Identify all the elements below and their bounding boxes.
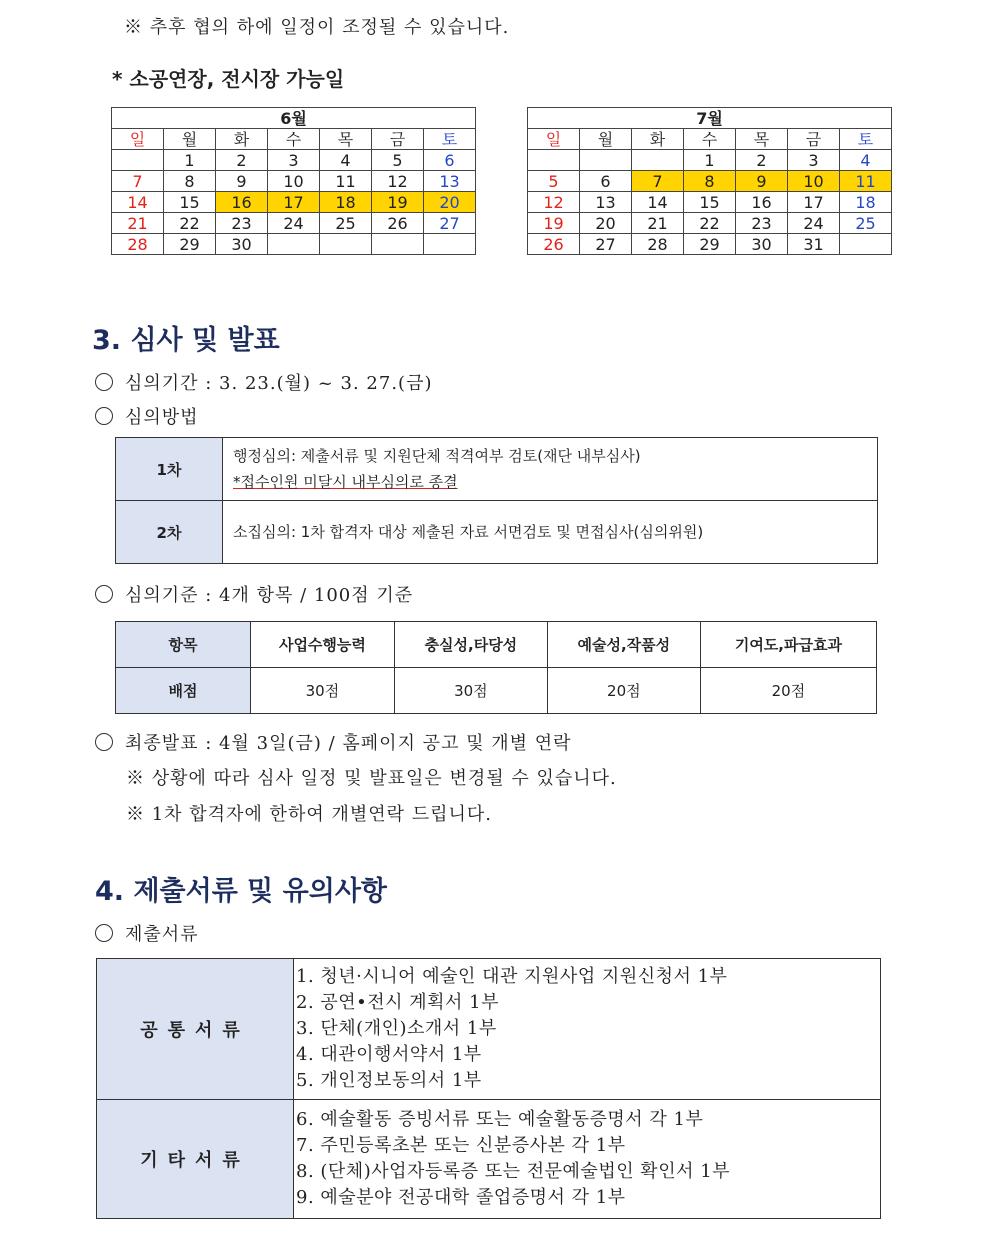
calendar-day: 13 — [580, 192, 632, 213]
review-criteria: 심의기준 : 4개 항목 / 100점 기준 — [95, 581, 413, 607]
calendar-day: 24 — [268, 213, 320, 234]
calendar-day — [112, 150, 164, 171]
calendar-day: 12 — [372, 171, 424, 192]
calendar-day: 31 — [788, 234, 840, 255]
calendar-day — [840, 234, 892, 255]
calendar-day: 9 — [216, 171, 268, 192]
calendar-day: 4 — [840, 150, 892, 171]
june-calendar-title: 6월 — [112, 108, 476, 129]
calendar-day: 3 — [788, 150, 840, 171]
schedule-adjust-note: ※ 추후 협의 하에 일정이 조정될 수 있습니다. — [124, 17, 510, 38]
june-week-row — [112, 192, 476, 213]
calendar-day: 27 — [580, 234, 632, 255]
weekday-header: 수 — [268, 129, 320, 150]
calendar-day: 8 — [684, 171, 736, 192]
other-docs-label: 기타서류 — [97, 1100, 294, 1219]
final-announcement: 최종발표 : 4월 3일(금) / 홈페이지 공고 및 개별 연락 — [95, 729, 572, 755]
other-docs-list — [294, 1100, 881, 1219]
calendar-day — [372, 234, 424, 255]
calendar-day: 20 — [580, 213, 632, 234]
submit-docs-label: 제출서류 — [95, 920, 199, 946]
criteria-score-cell: 20점 — [547, 668, 700, 714]
weekday-header: 목 — [736, 129, 788, 150]
calendar-day: 15 — [684, 192, 736, 213]
weekday-header: 수 — [684, 129, 736, 150]
criteria-header-cell: 항목 — [116, 622, 251, 668]
calendar-day: 6 — [424, 150, 476, 171]
criteria-header-row — [116, 622, 877, 668]
weekday-header: 금 — [372, 129, 424, 150]
section4-heading: 4. 제출서류 및 유의사항 — [95, 876, 387, 907]
calendar-day: 30 — [216, 234, 268, 255]
july-week-row — [528, 192, 892, 213]
june-week-row — [112, 150, 476, 171]
weekday-header: 일 — [528, 129, 580, 150]
doc-item: 1. 청년·시니어 예술인 대관 지원사업 지원신청서 1부 — [296, 966, 728, 987]
criteria-header-cell: 예술성,작품성 — [547, 622, 700, 668]
june-weekday-row — [112, 129, 476, 150]
common-docs-list — [294, 959, 881, 1100]
calendar-day: 14 — [632, 192, 684, 213]
review-method-label: 심의방법 — [95, 403, 199, 429]
june-week-row — [112, 171, 476, 192]
schedule-change-note: ※ 상황에 따라 심사 일정 및 발표일은 변경될 수 있습니다. — [126, 768, 617, 789]
calendar-day: 3 — [268, 150, 320, 171]
calendar-day: 27 — [424, 213, 476, 234]
calendar-day: 28 — [112, 234, 164, 255]
calendar-day: 11 — [320, 171, 372, 192]
calendar-day — [424, 234, 476, 255]
june-week-row — [112, 234, 476, 255]
criteria-score-cell: 30점 — [394, 668, 547, 714]
july-calendar — [527, 107, 892, 255]
calendar-day: 10 — [788, 171, 840, 192]
calendar-day: 8 — [164, 171, 216, 192]
calendar-day: 23 — [216, 213, 268, 234]
review-period: 심의기간 : 3. 23.(월) ~ 3. 27.(금) — [95, 369, 433, 395]
criteria-table — [115, 621, 877, 714]
calendar-day: 12 — [528, 192, 580, 213]
calendar-day: 29 — [164, 234, 216, 255]
calendar-day: 7 — [112, 171, 164, 192]
calendar-day: 25 — [320, 213, 372, 234]
calendar-day: 20 — [424, 192, 476, 213]
calendar-day: 28 — [632, 234, 684, 255]
second-round-desc: 소집심의: 1차 합격자 대상 제출된 자료 서면검토 및 면접심사(심의위원) — [223, 501, 878, 564]
calendar-day: 15 — [164, 192, 216, 213]
calendar-day — [268, 234, 320, 255]
july-week-row — [528, 234, 892, 255]
weekday-header: 금 — [788, 129, 840, 150]
criteria-header-cell: 기여도,파급효과 — [700, 622, 876, 668]
calendar-day: 2 — [736, 150, 788, 171]
criteria-header-cell: 충실성,타당성 — [394, 622, 547, 668]
doc-item: 8. (단체)사업자등록증 또는 전문예술법인 확인서 1부 — [296, 1161, 731, 1182]
first-round-footnote: *접수인원 미달시 내부심의로 종결 — [233, 473, 458, 491]
doc-item: 6. 예술활동 증빙서류 또는 예술활동증명서 각 1부 — [296, 1109, 704, 1130]
calendar-day: 26 — [528, 234, 580, 255]
calendar-day: 19 — [372, 192, 424, 213]
doc-item: 7. 주민등록초본 또는 신분증사본 각 1부 — [296, 1135, 626, 1156]
weekday-header: 월 — [580, 129, 632, 150]
calendar-day: 19 — [528, 213, 580, 234]
calendar-day: 17 — [268, 192, 320, 213]
circle-bullet-icon — [95, 373, 113, 391]
calendar-day: 9 — [736, 171, 788, 192]
calendar-day: 2 — [216, 150, 268, 171]
calendar-day: 30 — [736, 234, 788, 255]
calendar-day: 22 — [164, 213, 216, 234]
first-round-desc: 행정심의: 제출서류 및 지원단체 적격여부 검토(재단 내부심사) *접수인원 미달시 내부심의로 종결 — [223, 438, 878, 501]
calendar-day: 11 — [840, 171, 892, 192]
calendar-day: 24 — [788, 213, 840, 234]
calendar-day: 14 — [112, 192, 164, 213]
documents-table — [96, 958, 881, 1219]
doc-item: 4. 대관이행서약서 1부 — [296, 1044, 482, 1065]
calendar-day: 21 — [112, 213, 164, 234]
weekday-header: 일 — [112, 129, 164, 150]
calendar-day: 17 — [788, 192, 840, 213]
calendar-day: 5 — [528, 171, 580, 192]
circle-bullet-icon — [95, 924, 113, 942]
criteria-score-row — [116, 668, 877, 714]
section3-heading: 3. 심사 및 발표 — [92, 325, 280, 356]
calendar-day — [580, 150, 632, 171]
doc-item: 2. 공연•전시 계획서 1부 — [296, 992, 500, 1013]
common-docs-label: 공통서류 — [97, 959, 294, 1100]
doc-item: 3. 단체(개인)소개서 1부 — [296, 1018, 497, 1039]
calendar-day: 13 — [424, 171, 476, 192]
calendar-day: 7 — [632, 171, 684, 192]
july-week-row — [528, 150, 892, 171]
circle-bullet-icon — [95, 733, 113, 751]
calendar-day: 29 — [684, 234, 736, 255]
calendar-day: 21 — [632, 213, 684, 234]
criteria-score-cell: 30점 — [251, 668, 395, 714]
calendar-day: 6 — [580, 171, 632, 192]
calendar-day: 18 — [320, 192, 372, 213]
calendar-day: 18 — [840, 192, 892, 213]
june-week-row — [112, 213, 476, 234]
july-week-row — [528, 213, 892, 234]
calendar-day: 1 — [164, 150, 216, 171]
weekday-header: 토 — [424, 129, 476, 150]
calendar-day: 25 — [840, 213, 892, 234]
calendar-day: 26 — [372, 213, 424, 234]
calendar-day: 23 — [736, 213, 788, 234]
criteria-score-cell: 배점 — [116, 668, 251, 714]
june-calendar — [111, 107, 476, 255]
weekday-header: 화 — [216, 129, 268, 150]
calendar-day — [528, 150, 580, 171]
circle-bullet-icon — [95, 585, 113, 603]
criteria-header-cell: 사업수행능력 — [251, 622, 395, 668]
contact-note: ※ 1차 합격자에 한하여 개별연락 드립니다. — [126, 804, 492, 825]
weekday-header: 목 — [320, 129, 372, 150]
doc-item: 5. 개인정보동의서 1부 — [296, 1070, 482, 1091]
weekday-header: 화 — [632, 129, 684, 150]
calendar-day: 1 — [684, 150, 736, 171]
calendar-day: 5 — [372, 150, 424, 171]
first-round-label: 1차 — [116, 438, 223, 501]
review-method-table — [115, 437, 878, 564]
calendar-day: 4 — [320, 150, 372, 171]
weekday-header: 토 — [840, 129, 892, 150]
july-calendar-title: 7월 — [528, 108, 892, 129]
july-week-row — [528, 171, 892, 192]
calendar-day — [320, 234, 372, 255]
calendar-day: 16 — [736, 192, 788, 213]
second-round-label: 2차 — [116, 501, 223, 564]
circle-bullet-icon — [95, 407, 113, 425]
venue-availability-title: * 소공연장, 전시장 가능일 — [112, 67, 345, 91]
weekday-header: 월 — [164, 129, 216, 150]
calendar-day: 22 — [684, 213, 736, 234]
criteria-score-cell: 20점 — [700, 668, 876, 714]
doc-item: 9. 예술분야 전공대학 졸업증명서 각 1부 — [296, 1187, 626, 1208]
calendar-day: 10 — [268, 171, 320, 192]
july-weekday-row — [528, 129, 892, 150]
calendar-day — [632, 150, 684, 171]
calendar-day: 16 — [216, 192, 268, 213]
